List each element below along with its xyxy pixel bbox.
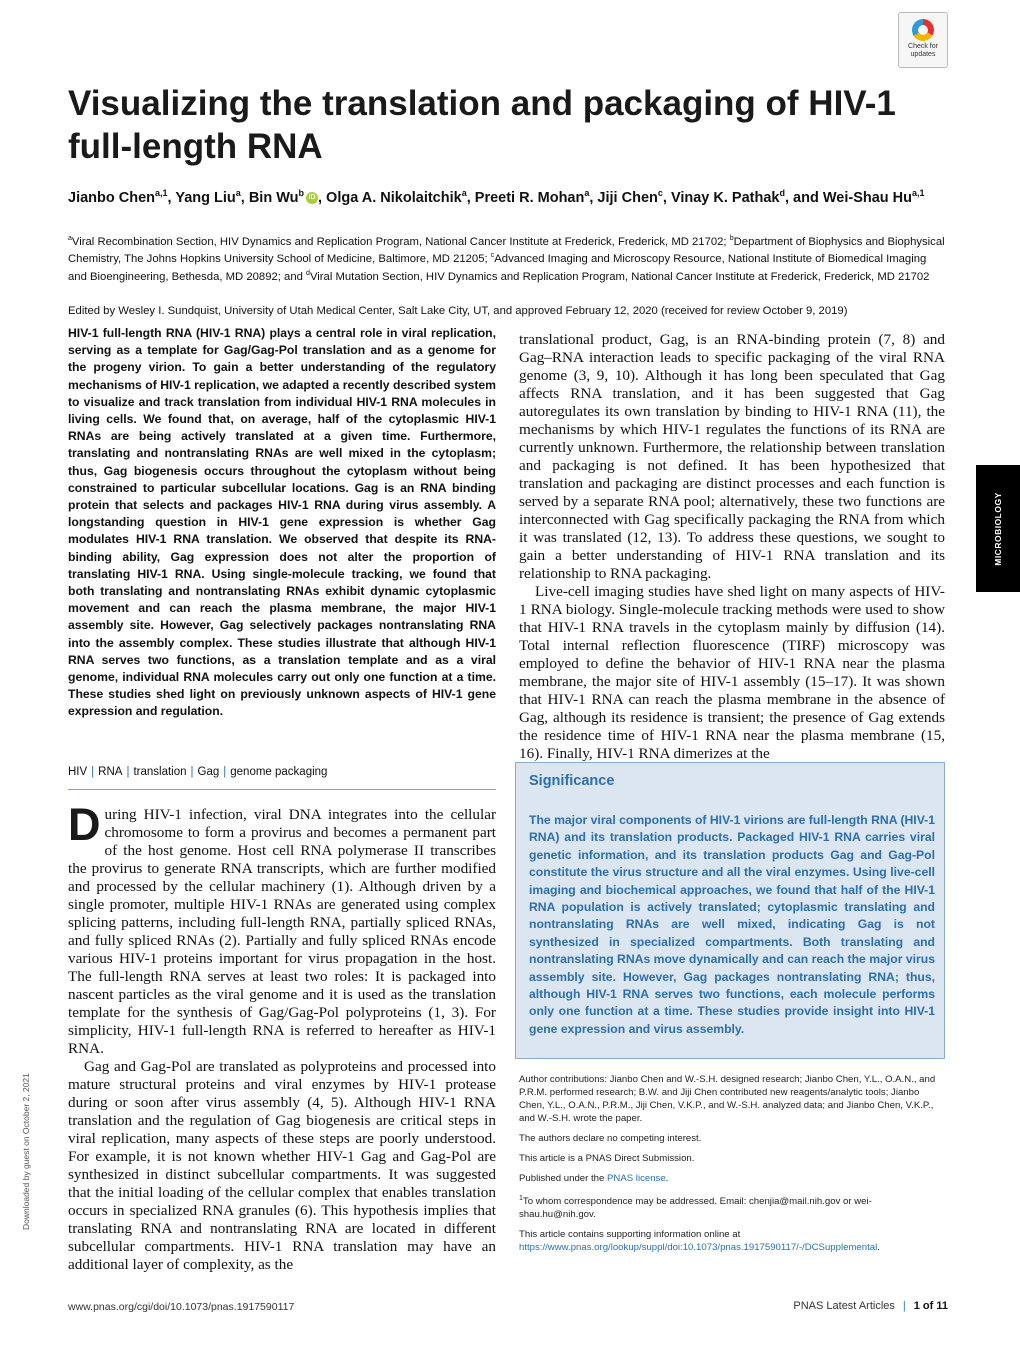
journal-name: PNAS Latest Articles xyxy=(793,1300,895,1312)
body-paragraph: Live-cell imaging studies have shed light on many aspects of HIV-1 RNA biology. Single-molecule tracking methods were used to show that HIV-1 RNA travels in the cytoplasm mainly by diffusion (14). Total internal reflection fluorescence (TIRF) microscopy was employed to define the behavior of HIV-1 RNA near the plasma membrane, the major site of HIV-1 assembly (15–17). It was shown that HIV-1 RNA can reach the plasma membrane in the absence of Gag, although its residence is transient; the presence of Gag extends the residence time of HIV-1 RNA near the plasma membrane (15, 16). Finally, HIV-1 RNA dimerizes at the xyxy=(519,583,945,762)
affiliations: $^a$Viral Recombination Section, HIV Dynamics and Replication Program, National Cancer Institute at Frederick, Frederick, MD 21702; $^b$Department of Biophysics and Biophysical Chemistry, The Johns Hopkins University School of Medicine, Baltimore, MD 21205; $^c$Advanced Imaging and Microscopy Resource, National Institute of Biomedical Imaging and Bioengineering, Bethesda, MD 20892; and $^d$Viral Mutation Section, HIV Dynamics and Replication Program, National Cancer Institute at Frederick, Frederick, MD 21702 xyxy=(68,235,945,283)
footer-doi[interactable]: www.pnas.org/cgi/doi/10.1073/pnas.1917590117 xyxy=(68,1301,295,1313)
keyword[interactable]: translation xyxy=(133,766,187,778)
author[interactable]: , Preeti R. Mohan xyxy=(466,189,585,206)
author[interactable]: , Olga A. Nikolaitchik xyxy=(318,189,462,206)
body-paragraph: translational product, Gag, is an RNA-binding protein (7, 8) and Gag–RNA interaction leads to specific packaging of the viral RNA genome (3, 9, 10). Although it has long been speculated that Gag affects RNA translation, and it has been suggested that Gag autoregulates its own translation by binding to HIV-1 RNA (11), the mechanisms by which HIV-1 regulates the functions of its RNA are currently unknown. Furthermore, the relationship between translation and packaging is not defined. It has been hypothesized that translation and packaging are distinct processes and each function is served by a separate RNA pool; alternatively, these two functions are interconnected with Gag specifically packaging the RNA from which it was translated (12, 13). To address these questions, we sought to gain a better understanding of HIV-1 RNA translation and its relationship to RNA packaging. xyxy=(519,331,945,582)
license-link[interactable]: PNAS license xyxy=(607,1173,666,1184)
keyword[interactable]: HIV xyxy=(68,766,88,778)
body-text-right-column xyxy=(519,331,945,763)
author[interactable]: , Bin Wu xyxy=(240,189,299,206)
badge-text: Check for updates xyxy=(908,43,938,58)
significance-title: Significance xyxy=(529,773,615,789)
keyword-divider xyxy=(68,789,496,790)
author[interactable]: , and Wei-Shau Hu xyxy=(784,189,913,206)
section-tab: MICROBIOLOGY xyxy=(976,465,1020,592)
correspondence-note: $^1$To whom correspondence may be addressed. Email: chenjia@mail.nih.gov or wei-shau.hu@nih.gov. xyxy=(519,1195,872,1221)
edited-by: Edited by Wesley I. Sundquist, University of Utah Medical Center, Salt Lake City, UT, and approved February 12, 2020 (received for review October 9, 2019) xyxy=(68,305,848,317)
article-notes xyxy=(519,1073,947,1261)
keyword[interactable]: RNA xyxy=(98,766,123,778)
crossmark-icon xyxy=(912,19,934,41)
body-text-left-column xyxy=(68,799,496,1274)
footer-page-info: PNAS Latest Articles | 1 of 11 xyxy=(793,1300,948,1312)
body-paragraph: Gag and Gag-Pol are translated as polyproteins and processed into mature structural proteins and viral enzymes by HIV-1 protease during or soon after virus assembly (4, 5). Although HIV-1 RNA translation and the regulation of Gag biogenesis are critical steps in viral replication, many aspects of these steps are poorly understood. For example, it is not known whether HIV-1 Gag and Gag-Pol are synthesized in distinct subcellular compartments. It was suggested that the initial loading of the cellular complex that enables translation occurs in specialized RNA granules (6). This hypothesis implies that translating RNA and nontranslating RNA are located in different subcellular compartments. HIV-1 RNA translation may have an additional layer of complexity, as the xyxy=(68,1058,496,1273)
drop-cap: D xyxy=(68,799,101,850)
orcid-icon[interactable]: iD xyxy=(306,192,318,204)
keyword[interactable]: Gag xyxy=(197,766,220,778)
keywords: HIV | RNA | translation | Gag | genome packaging xyxy=(68,766,328,778)
license-note: Published under the PNAS license. xyxy=(519,1173,669,1184)
significance-text: The major viral components of HIV-1 virions are full-length RNA (HIV-1 RNA) and its translation products. Packaged HIV-1 RNA carries viral genetic information, and its translation products Gag and Gag-Pol constitute the virus structure and all the viral enzymes. Using live-cell imaging and biochemical approaches, we found that half of the HIV-1 RNA population is actively translated; cytoplasmic translating and nontranslating RNAs are well mixed, indicating Gag is not synthesized in specialized compartments. Both translating and nontranslating RNAs move dynamically and can reach the major virus assembly site. However, Gag packages nontranslating RNA; thus, although HIV-1 RNA serves two functions, each molecule performs only one function at a time. These studies provide insight into HIV-1 gene expression and virus assembly. xyxy=(529,813,935,1036)
author[interactable]: , Yang Liu xyxy=(167,189,236,206)
supplemental-link[interactable]: https://www.pnas.org/lookup/suppl/doi:10.1073/pnas.1917590117/-/DCSupplemental xyxy=(519,1242,878,1254)
intro-paragraph: During HIV-1 infection, viral DNA integrates into the cellular chromosome to form a provirus and becomes a permanent part of the host genome. Host cell RNA polymerase II transcribes the provirus to generate RNA transcripts, which are further modified and processed by the cellular machinery (1). Although driven by a single promoter, multiple HIV-1 RNAs are generated using complex splicing patterns, including full-length RNA, partially spliced RNAs, and fully spliced RNAs (2). Partially and fully spliced RNAs encode various HIV-1 proteins important for virus propagation in the host. The full-length RNA serves at least two roles: It is packaged into nascent particles as the viral genome and it is used as the translation template for the synthesis of Gag/Gag-Pol polyproteins (1, 3). For simplicity, HIV-1 full-length RNA is referred to hereafter as HIV-1 RNA. xyxy=(68,799,496,1057)
page-number: 1 of 11 xyxy=(913,1300,948,1312)
check-for-updates-badge[interactable] xyxy=(898,12,948,68)
supporting-info-note: This article contains supporting information online at https://www.pnas.org/lookup/suppl/doi:10.1073/pnas.1917590117/-/DCSupplemental. xyxy=(519,1229,880,1254)
author-contributions: Author contributions: Jianbo Chen and W.-S.H. designed research; Jianbo Chen, Y.L., O.A.N., and P.R.M. performed research; B.W. and Jiji Chen contributed new reagents/analytic tools; Jianbo Chen, Y.L., O.A.N., P.R.M., Jiji Chen, V.K.P., and W.-S.H. analyzed data; and Jianbo Chen, V.K.P., and W.-S.H. wrote the paper. xyxy=(519,1074,936,1124)
author-list: Jianbo Chen$^{a,1}$, Yang Liu$^a$, Bin Wu$^b$ iD , Olga A. Nikolaitchik$^a$, Preeti R. Mohan$^a$, Jiji Chen$^c$, Vinay K. Pathak$^d$, and Wei-Shau Hu$^{a,1}$ xyxy=(68,188,925,206)
author[interactable]: Jianbo Chen xyxy=(68,189,156,206)
author[interactable]: , Vinay K. Pathak xyxy=(662,189,780,206)
keyword[interactable]: genome packaging xyxy=(230,766,328,778)
author[interactable]: , Jiji Chen xyxy=(589,189,658,206)
significance-box xyxy=(515,762,945,1059)
competing-interest: The authors declare no competing interest. xyxy=(519,1133,702,1144)
abstract: HIV-1 full-length RNA (HIV-1 RNA) plays a central role in viral replication, serving as a template for Gag/Gag-Pol translation and as a genome for the progeny virion. To gain a better understanding of the regulatory mechanisms of HIV-1 replication, we adapted a recently described system to visualize and track translation from individual HIV-1 RNA molecules in living cells. We found that, on average, half of the cytoplasmic HIV-1 RNAs are being actively translated at a given time. Furthermore, translating and nontranslating RNAs are well mixed in the cytoplasm; thus, Gag biogenesis occurs throughout the cytoplasm without being constrained to particular subcellular locations. Gag is an RNA binding protein that selects and packages HIV-1 RNA during virus assembly. A longstanding question in HIV-1 gene expression is whether Gag modulates HIV-1 RNA translation. We observed that despite its RNA-binding ability, Gag expression does not alter the proportion of translating HIV-1 RNA. Using single-molecule tracking, we found that both translating and nontranslating RNAs exhibit dynamic cytoplasmic movement and can reach the plasma membrane, the major HIV-1 assembly site. However, Gag selectively packages nontranslating RNA into the assembly complex. These studies illustrate that although HIV-1 RNA serves two functions, as a translation template and as a viral genome, individual RNA molecules carry out only one function at a time. These studies shed light on previously unknown aspects of HIV-1 gene expression and regulation. xyxy=(68,326,496,719)
article-title: Visualizing the translation and packaging of HIV-1 full-length RNA xyxy=(68,84,896,166)
direct-submission: This article is a PNAS Direct Submission. xyxy=(519,1153,695,1164)
